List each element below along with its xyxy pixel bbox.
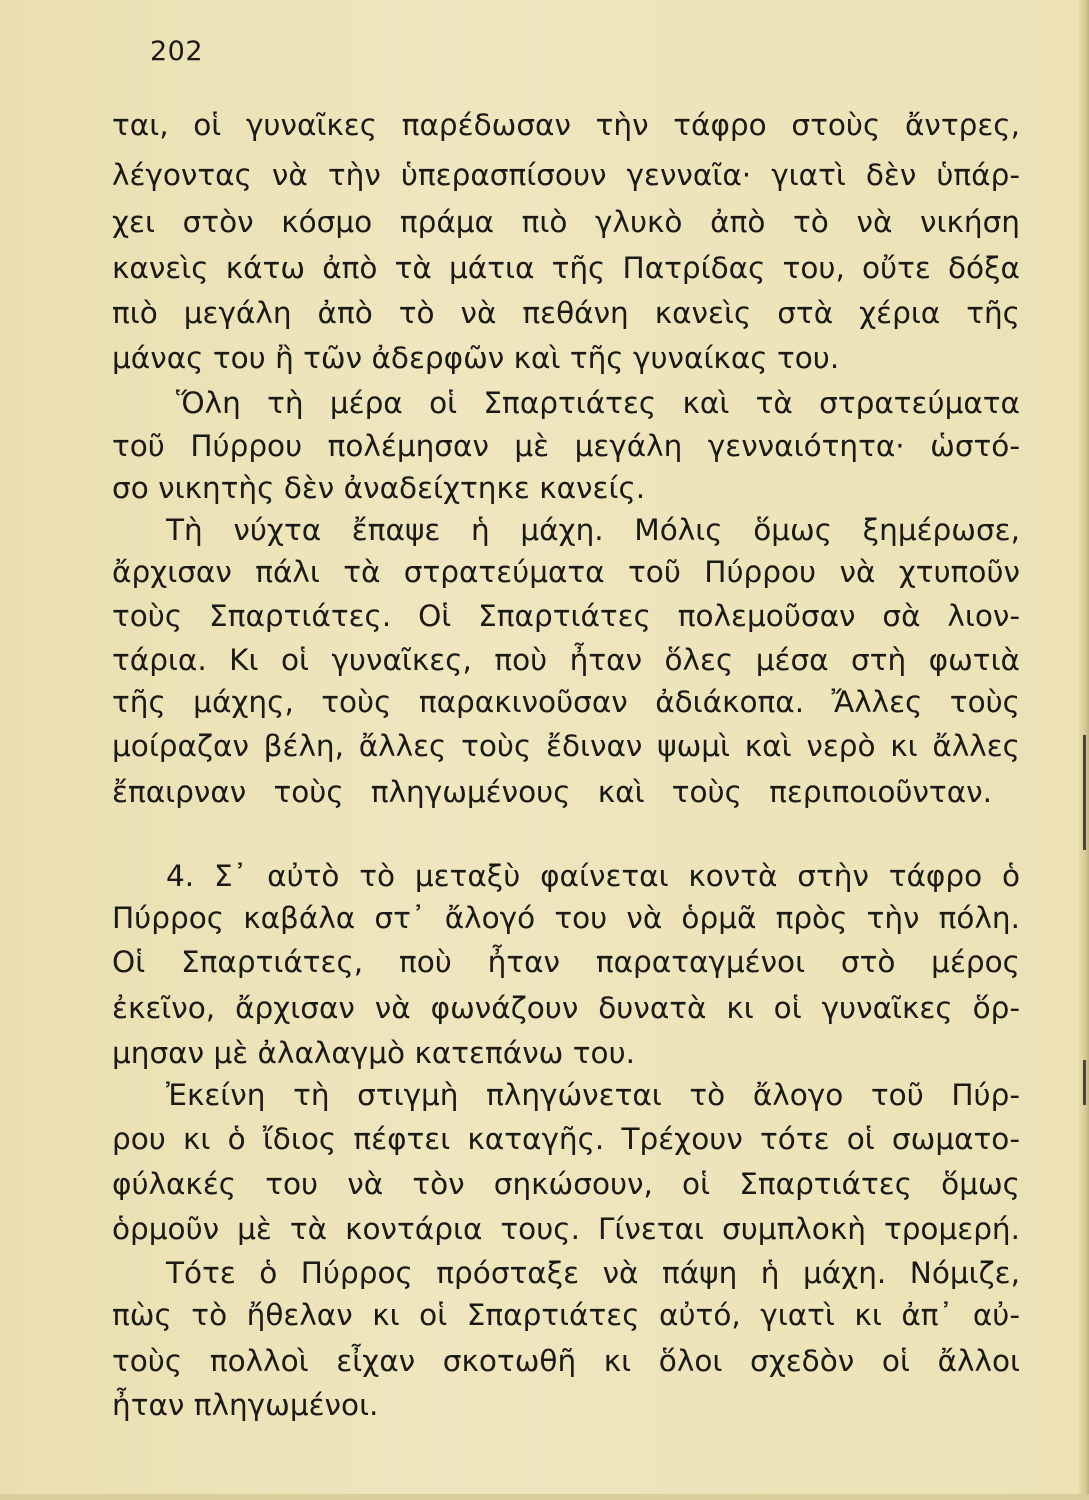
text-line: ἦταν πληγωμένοι. xyxy=(112,1388,379,1422)
text-line: ὁρμοῦν μὲ τὰ κοντάρια τους. Γίνεται συμπλοκὴ τρομερή. xyxy=(112,1212,1020,1246)
text-line: μησαν μὲ ἀλαλαγμὸ κατεπάνω του. xyxy=(112,1036,636,1070)
text-line: 4. Σ᾽ αὐτὸ τὸ μεταξὺ φαίνεται κοντὰ στὴν τάφρο ὁ xyxy=(166,859,1020,893)
text-line: ρου κι ὁ ἴδιος πέφτει καταγῆς. Τρέχουν τότε οἱ σωματο- xyxy=(112,1122,1020,1156)
text-line: ται, οἱ γυναῖκες παρέδωσαν τὴν τάφρο στοὺς ἄντρες, xyxy=(112,108,1020,142)
text-line: σο νικητὴς δὲν ἀναδείχτηκε κανείς. xyxy=(112,471,646,505)
text-line: Πύρρος καβάλα στ᾽ ἄλογό του νὰ ὁρμᾶ πρὸς τὴν πόλη. xyxy=(112,901,1020,935)
text-line: λέγοντας νὰ τὴν ὑπερασπίσουν γενναῖα· γιατὶ δὲν ὑπάρ- xyxy=(112,158,1020,192)
text-line: κανεὶς κάτω ἀπὸ τὰ μάτια τῆς Πατρίδας του, οὔτε δόξα xyxy=(112,251,1020,285)
text-line: ἔπαιρναν τοὺς πληγωμένους καὶ τοὺς περιποιοῦνταν. xyxy=(112,775,992,809)
text-line: χει στὸν κόσμο πράμα πιὸ γλυκὸ ἀπὸ τὸ νὰ νικήση xyxy=(112,205,1020,239)
text-line: τοῦ Πύρρου πολέμησαν μὲ μεγάλη γενναιότητα· ὡστό- xyxy=(112,429,1020,463)
text-line: Τὴ νύχτα ἔπαψε ἡ μάχη. Μόλις ὅμως ξημέρωσε, xyxy=(166,513,1020,547)
page-edge-mark xyxy=(1083,1060,1086,1105)
text-line: πὼς τὸ ἤθελαν κι οἱ Σπαρτιάτες αὐτό, γιατὶ κι ἀπ᾽ αὐ- xyxy=(112,1298,1020,1332)
page-bottom-edge xyxy=(0,1494,1089,1500)
text-line: ἄρχισαν πάλι τὰ στρατεύματα τοῦ Πύρρου νὰ χτυποῦν xyxy=(112,555,1020,589)
text-line: Ὅλη τὴ μέρα οἱ Σπαρτιάτες καὶ τὰ στρατεύματα xyxy=(176,386,1020,420)
text-line: τάρια. Κι οἱ γυναῖκες, ποὺ ἦταν ὅλες μέσα στὴ φωτιὰ xyxy=(112,643,1020,677)
text-line: τοὺς πολλοὶ εἶχαν σκοτωθῆ κι ὅλοι σχεδὸν οἱ ἄλλοι xyxy=(112,1344,1020,1378)
text-line: πιὸ μεγάλη ἀπὸ τὸ νὰ πεθάνη κανεὶς στὰ χέρια τῆς xyxy=(112,296,1020,330)
text-line: Ἐκείνη τὴ στιγμὴ πληγώνεται τὸ ἄλογο τοῦ Πύρ- xyxy=(166,1078,1020,1112)
page-number: 202 xyxy=(150,36,204,67)
text-line: Οἱ Σπαρτιάτες, ποὺ ἦταν παραταγμένοι στὸ μέρος xyxy=(112,945,1020,979)
text-line: μοίραζαν βέλη, ἄλλες τοὺς ἔδιναν ψωμὶ καὶ νερὸ κι ἄλλες xyxy=(112,729,1020,763)
text-line: τοὺς Σπαρτιάτες. Οἱ Σπαρτιάτες πολεμοῦσαν σὰ λιον- xyxy=(112,599,1020,633)
text-line: ἐκεῖνο, ἄρχισαν νὰ φωνάζουν δυνατὰ κι οἱ γυναῖκες ὅρ- xyxy=(112,991,1020,1025)
text-line: φύλακές του νὰ τὸν σηκώσουν, οἱ Σπαρτιάτες ὅμως xyxy=(112,1167,1020,1201)
text-line: Τότε ὁ Πύρρος πρόσταξε νὰ πάψη ἡ μάχη. Νόμιζε, xyxy=(166,1256,1020,1290)
page-edge-mark xyxy=(1083,735,1086,850)
text-line: μάνας του ἢ τῶν ἀδερφῶν καὶ τῆς γυναίκας του. xyxy=(112,341,840,375)
text-line: τῆς μάχης, τοὺς παρακινοῦσαν ἀδιάκοπα. Ἄλλες τοὺς xyxy=(112,685,1020,719)
